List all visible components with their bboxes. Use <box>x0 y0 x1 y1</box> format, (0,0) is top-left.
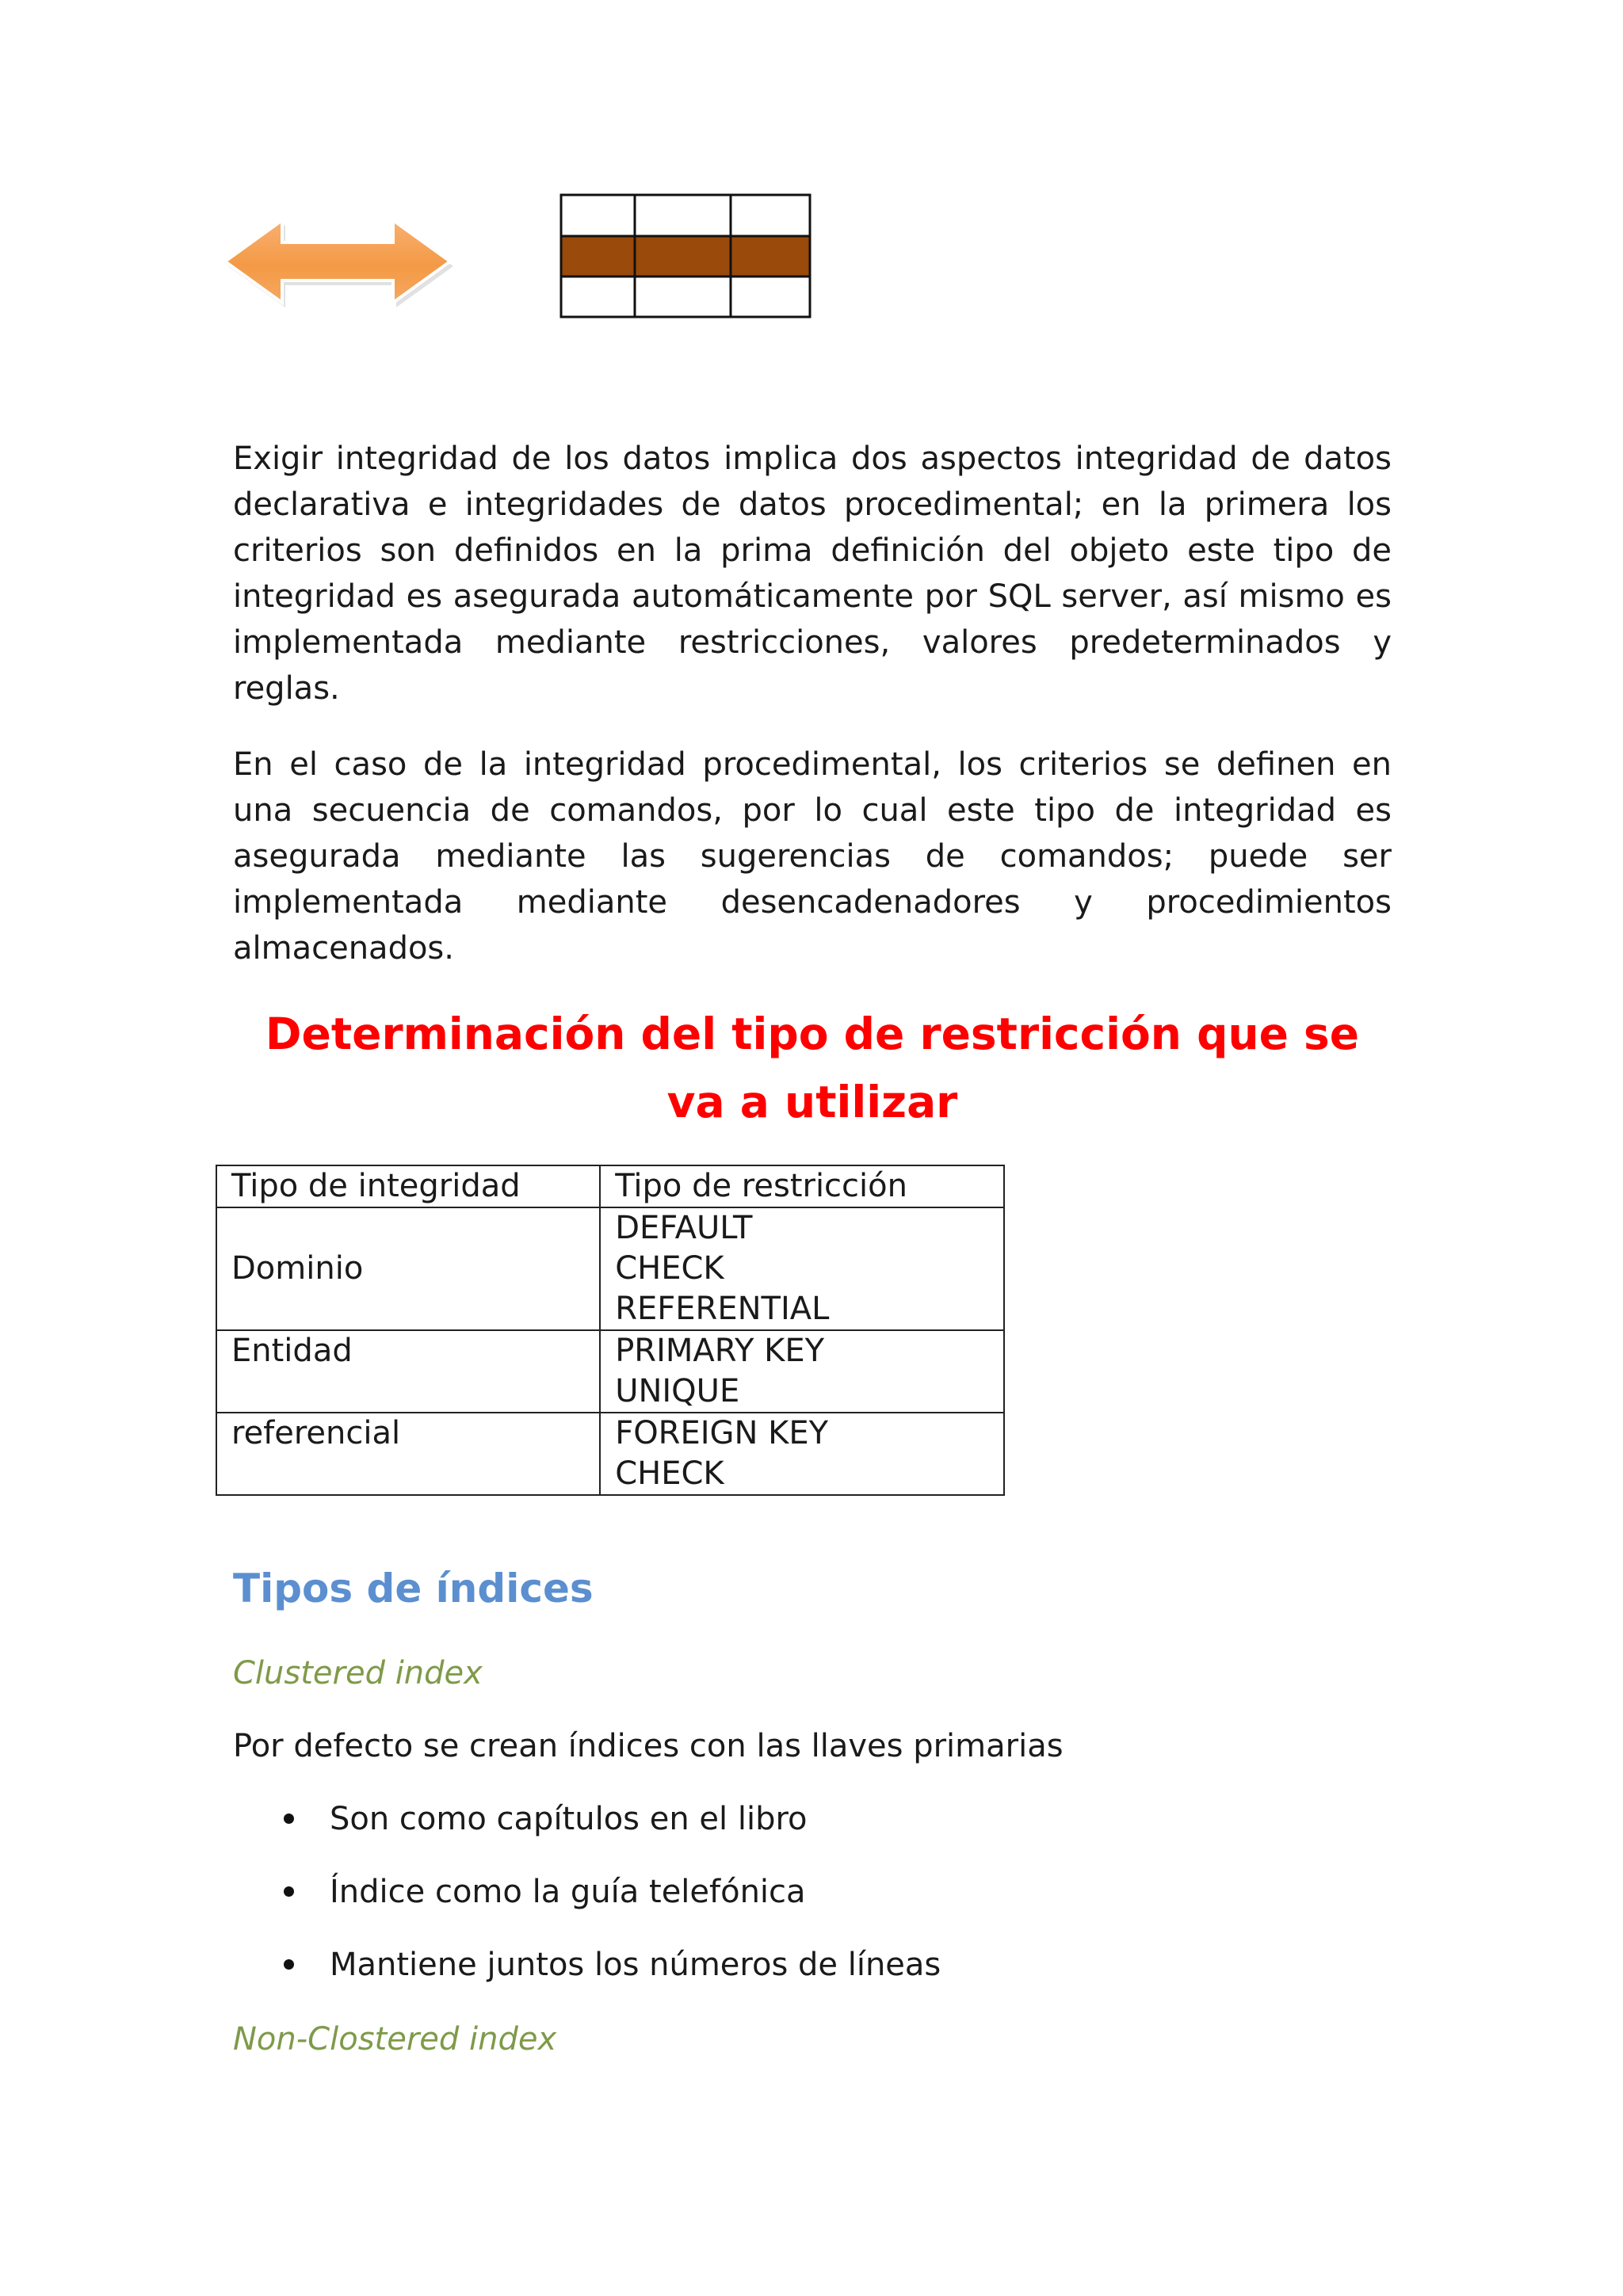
section-title-restriccion: Determinación del tipo de restricción que se va a utilizar <box>265 1009 1360 1127</box>
restriction-table <box>216 1165 1005 1496</box>
restriccion-item: CHECK <box>615 1455 724 1492</box>
illustration <box>222 187 824 322</box>
table-cell-tipo: Entidad <box>216 1330 600 1413</box>
restriccion-item: UNIQUE <box>615 1373 740 1409</box>
illustration-svg <box>222 187 824 322</box>
clustered-bullet-list <box>233 1797 1342 2016</box>
subheading-clustered-index: Clustered index <box>233 1655 483 1691</box>
list-item-text: Índice como la guía telefónica <box>330 1874 806 1910</box>
table-row <box>216 1207 1004 1330</box>
restriccion-item: PRIMARY KEY <box>615 1333 825 1369</box>
table-cell-tipo: referencial <box>216 1413 600 1495</box>
bullet-icon <box>284 1814 294 1824</box>
table-header-cell: Tipo de integridad <box>216 1165 600 1207</box>
restriccion-item: FOREIGN KEY <box>615 1415 829 1451</box>
table-cell-tipo: Dominio <box>216 1207 600 1330</box>
restriccion-item: DEFAULT <box>615 1210 753 1246</box>
table-row <box>216 1413 1004 1495</box>
table-cell-restricciones <box>600 1207 1004 1330</box>
table-cell-restricciones <box>600 1330 1004 1413</box>
restriccion-item: REFERENTIAL <box>615 1291 830 1327</box>
mini-table <box>561 195 810 317</box>
bullet-icon <box>284 1886 294 1897</box>
paragraph-integridad-declarativa: Exigir integridad de los datos implica dos aspectos integridad de datos declarativa e integridades de datos procedimental; en la primera los criterios son definidos en la prima definición del objeto este tipo de integridad es asegurada automáticamente por SQL server, así mismo es implementada mediante restricciones, valores predeterminados y reglas. <box>233 441 1392 707</box>
table-row <box>216 1330 1004 1413</box>
list-item <box>233 1943 1342 1987</box>
list-item <box>233 1870 1342 1914</box>
table-header-cell: Tipo de restricción <box>600 1165 1004 1207</box>
list-item <box>233 1797 1342 1841</box>
mini-table-highlight-row <box>561 236 810 277</box>
clustered-intro-text: Por defecto se crean índices con las llaves primarias <box>233 1728 1064 1764</box>
paragraph-integridad-procedimental: En el caso de la integridad procedimental, los criterios se definen en una secuencia de comandos, por lo cual este tipo de integridad es asegurada mediante las sugerencias de comandos; puede ser implementada mediante desencadenadores y procedimientos almacenados. <box>233 746 1392 967</box>
subheading-nonclustered-index: Non-Clostered index <box>233 2021 557 2058</box>
table-header-row <box>216 1165 1004 1207</box>
restriccion-item: CHECK <box>615 1250 724 1287</box>
table-cell-restricciones <box>600 1413 1004 1495</box>
list-item-text: Mantiene juntos los números de líneas <box>330 1947 941 1983</box>
bullet-icon <box>284 1959 294 1970</box>
section-title-indices: Tipos de índices <box>233 1566 594 1611</box>
list-item-text: Son como capítulos en el libro <box>330 1801 808 1837</box>
